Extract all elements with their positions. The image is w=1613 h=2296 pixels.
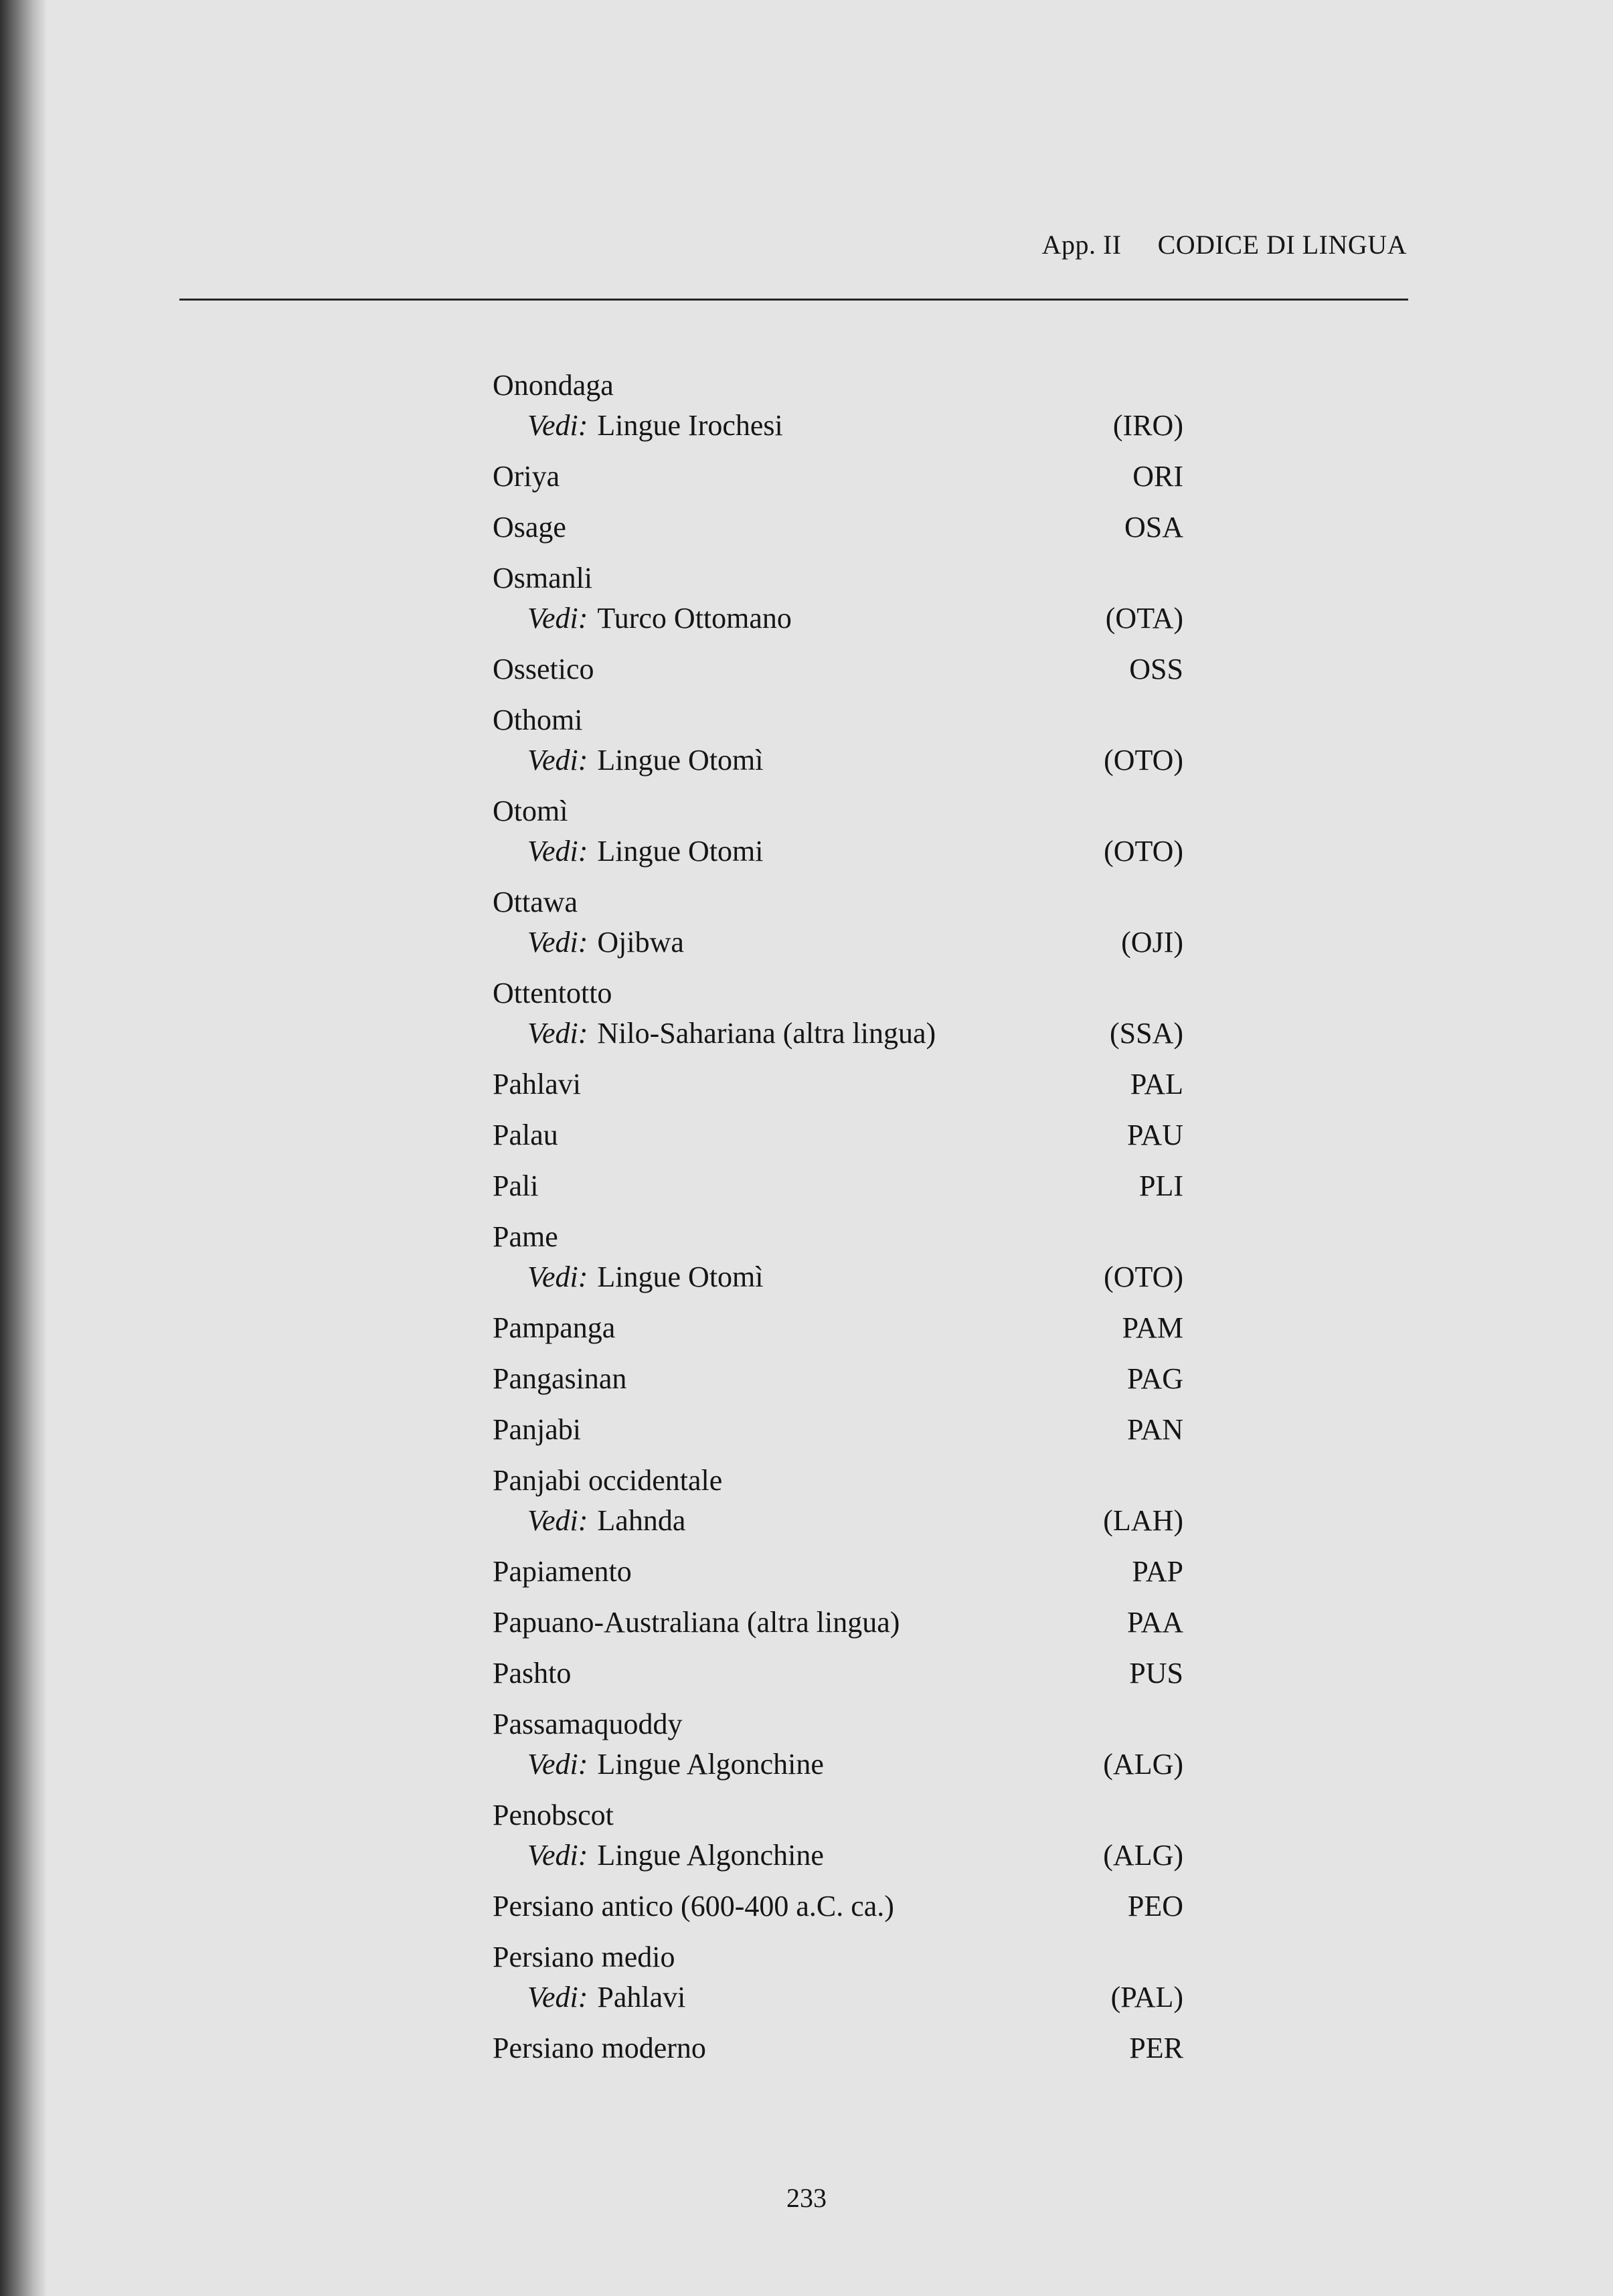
cross-reference bbox=[527, 1835, 824, 1876]
entry-term: Persiano moderno bbox=[493, 2032, 706, 2064]
see-target: Lahnda bbox=[597, 1504, 686, 1537]
see-label: Vedi: bbox=[527, 835, 588, 868]
entry-term: Persiano antico (600-400 a.C. ca.) bbox=[493, 1890, 894, 1922]
entry-term: Pame bbox=[493, 1220, 558, 1253]
entry-see-row bbox=[493, 1835, 1183, 1876]
entry-row bbox=[493, 882, 1183, 922]
entry-term: Onondaga bbox=[493, 369, 614, 402]
language-code: PAM bbox=[1122, 1311, 1183, 1344]
cross-reference bbox=[527, 1744, 824, 1785]
entry-see-row bbox=[493, 1744, 1183, 1785]
entry-term: Pali bbox=[493, 1169, 539, 1202]
entry-row bbox=[493, 1308, 1183, 1348]
cross-reference bbox=[527, 406, 783, 446]
language-code: OSS bbox=[1129, 653, 1183, 685]
entry-term: Ottentotto bbox=[493, 977, 612, 1009]
entry-row bbox=[493, 457, 1183, 497]
language-code: (PAL) bbox=[1110, 1981, 1183, 2014]
see-target: Ojibwa bbox=[597, 926, 684, 959]
see-label: Vedi: bbox=[527, 1981, 588, 2014]
see-target: Lingue Otomì bbox=[597, 1260, 764, 1293]
running-head bbox=[1042, 229, 1407, 260]
entry-term: Pashto bbox=[493, 1657, 572, 1690]
entry-row bbox=[493, 1704, 1183, 1744]
entry-see-row bbox=[493, 740, 1183, 781]
entry-row bbox=[493, 558, 1183, 598]
entry-term: Papuano-Australiana (altra lingua) bbox=[493, 1606, 900, 1639]
entry-term: Panjabi bbox=[493, 1413, 581, 1446]
see-target: Nilo-Sahariana (altra lingua) bbox=[597, 1017, 936, 1050]
language-code: PAN bbox=[1127, 1413, 1183, 1446]
cross-reference bbox=[527, 922, 684, 963]
entry-term: Pangasinan bbox=[493, 1362, 627, 1395]
see-label: Vedi: bbox=[527, 744, 588, 776]
entry-term: Othomi bbox=[493, 704, 583, 736]
entry-row bbox=[493, 700, 1183, 740]
page-gutter-shadow bbox=[0, 0, 47, 2296]
entry-row bbox=[493, 1217, 1183, 1257]
entry-see-row bbox=[493, 1257, 1183, 1297]
language-code: ORI bbox=[1132, 460, 1183, 493]
page-title: CODICE DI LINGUA bbox=[1157, 230, 1407, 260]
entry-term: Persiano medio bbox=[493, 1941, 675, 1973]
language-code: PEO bbox=[1127, 1890, 1183, 1922]
language-code: OSA bbox=[1124, 511, 1183, 544]
see-label: Vedi: bbox=[527, 602, 588, 635]
language-code: PUS bbox=[1129, 1657, 1183, 1690]
entry-see-row bbox=[493, 1501, 1183, 1541]
entry-row bbox=[493, 1064, 1183, 1104]
language-code: (OJI) bbox=[1121, 926, 1183, 959]
see-target: Pahlavi bbox=[597, 1981, 686, 2014]
language-code: PAA bbox=[1127, 1606, 1183, 1639]
entry-see-row bbox=[493, 922, 1183, 963]
language-code-list bbox=[493, 355, 1183, 2068]
entry-term: Palau bbox=[493, 1119, 558, 1151]
see-target: Lingue Irochesi bbox=[597, 409, 783, 442]
entry-term: Pampanga bbox=[493, 1311, 616, 1344]
entry-term: Passamaquoddy bbox=[493, 1708, 683, 1740]
cross-reference bbox=[527, 1013, 936, 1054]
see-target: Turco Ottomano bbox=[597, 602, 792, 635]
entry-row bbox=[493, 365, 1183, 406]
language-code: (ALG) bbox=[1103, 1748, 1183, 1781]
language-code: (OTO) bbox=[1104, 744, 1183, 776]
language-code: PER bbox=[1129, 2032, 1183, 2064]
entry-term: Pahlavi bbox=[493, 1068, 581, 1100]
see-target: Lingue Otomi bbox=[597, 835, 764, 868]
cross-reference bbox=[527, 740, 764, 781]
entry-row bbox=[493, 1653, 1183, 1694]
cross-reference bbox=[527, 831, 764, 872]
entry-row bbox=[493, 1461, 1183, 1501]
entry-term: Panjabi occidentale bbox=[493, 1464, 723, 1497]
entry-row bbox=[493, 791, 1183, 831]
header-rule bbox=[179, 299, 1408, 301]
language-code: PAL bbox=[1130, 1068, 1183, 1100]
language-code: PAP bbox=[1132, 1555, 1183, 1588]
see-label: Vedi: bbox=[527, 1839, 588, 1872]
see-target: Lingue Algonchine bbox=[597, 1748, 824, 1781]
entry-term: Penobscot bbox=[493, 1799, 614, 1831]
language-code: (OTO) bbox=[1104, 1260, 1183, 1293]
entry-row bbox=[493, 2028, 1183, 2068]
language-code: PAU bbox=[1127, 1119, 1183, 1151]
entry-see-row bbox=[493, 406, 1183, 446]
see-label: Vedi: bbox=[527, 1504, 588, 1537]
entry-term: Ossetico bbox=[493, 653, 594, 685]
page-number: 233 bbox=[786, 2183, 827, 2213]
entry-term: Ottawa bbox=[493, 886, 578, 918]
cross-reference bbox=[527, 598, 792, 639]
entry-see-row bbox=[493, 831, 1183, 872]
see-label: Vedi: bbox=[527, 926, 588, 959]
cross-reference bbox=[527, 1977, 685, 2018]
entry-term: Oriya bbox=[493, 460, 560, 493]
entry-see-row bbox=[493, 1013, 1183, 1054]
entry-term: Otomì bbox=[493, 795, 568, 827]
entry-row bbox=[493, 1359, 1183, 1399]
entry-term: Osmanli bbox=[493, 562, 593, 594]
language-code: (IRO) bbox=[1112, 409, 1183, 442]
entry-row bbox=[493, 1552, 1183, 1592]
language-code: PLI bbox=[1139, 1169, 1183, 1202]
see-label: Vedi: bbox=[527, 1017, 588, 1050]
entry-row bbox=[493, 1795, 1183, 1835]
entry-row bbox=[493, 1115, 1183, 1155]
entry-row bbox=[493, 973, 1183, 1013]
entry-term: Papiamento bbox=[493, 1555, 632, 1588]
cross-reference bbox=[527, 1501, 685, 1541]
see-target: Lingue Algonchine bbox=[597, 1839, 824, 1872]
language-code: (OTA) bbox=[1105, 602, 1183, 635]
entry-row bbox=[493, 649, 1183, 689]
cross-reference bbox=[527, 1257, 764, 1297]
see-target: Lingue Otomì bbox=[597, 744, 764, 776]
language-code: (OTO) bbox=[1104, 835, 1183, 868]
entry-row bbox=[493, 1886, 1183, 1926]
entry-row bbox=[493, 1603, 1183, 1643]
entry-row bbox=[493, 507, 1183, 548]
entry-see-row bbox=[493, 1977, 1183, 2018]
language-code: PAG bbox=[1127, 1362, 1183, 1395]
language-code: (SSA) bbox=[1109, 1017, 1183, 1050]
language-code: (LAH) bbox=[1103, 1504, 1183, 1537]
see-label: Vedi: bbox=[527, 1260, 588, 1293]
see-label: Vedi: bbox=[527, 1748, 588, 1781]
language-code: (ALG) bbox=[1103, 1839, 1183, 1872]
entry-row bbox=[493, 1410, 1183, 1450]
entry-row bbox=[493, 1937, 1183, 1977]
entry-term: Osage bbox=[493, 511, 566, 544]
entry-row bbox=[493, 1166, 1183, 1206]
see-label: Vedi: bbox=[527, 409, 588, 442]
entry-see-row bbox=[493, 598, 1183, 639]
section-label: App. II bbox=[1041, 230, 1122, 260]
